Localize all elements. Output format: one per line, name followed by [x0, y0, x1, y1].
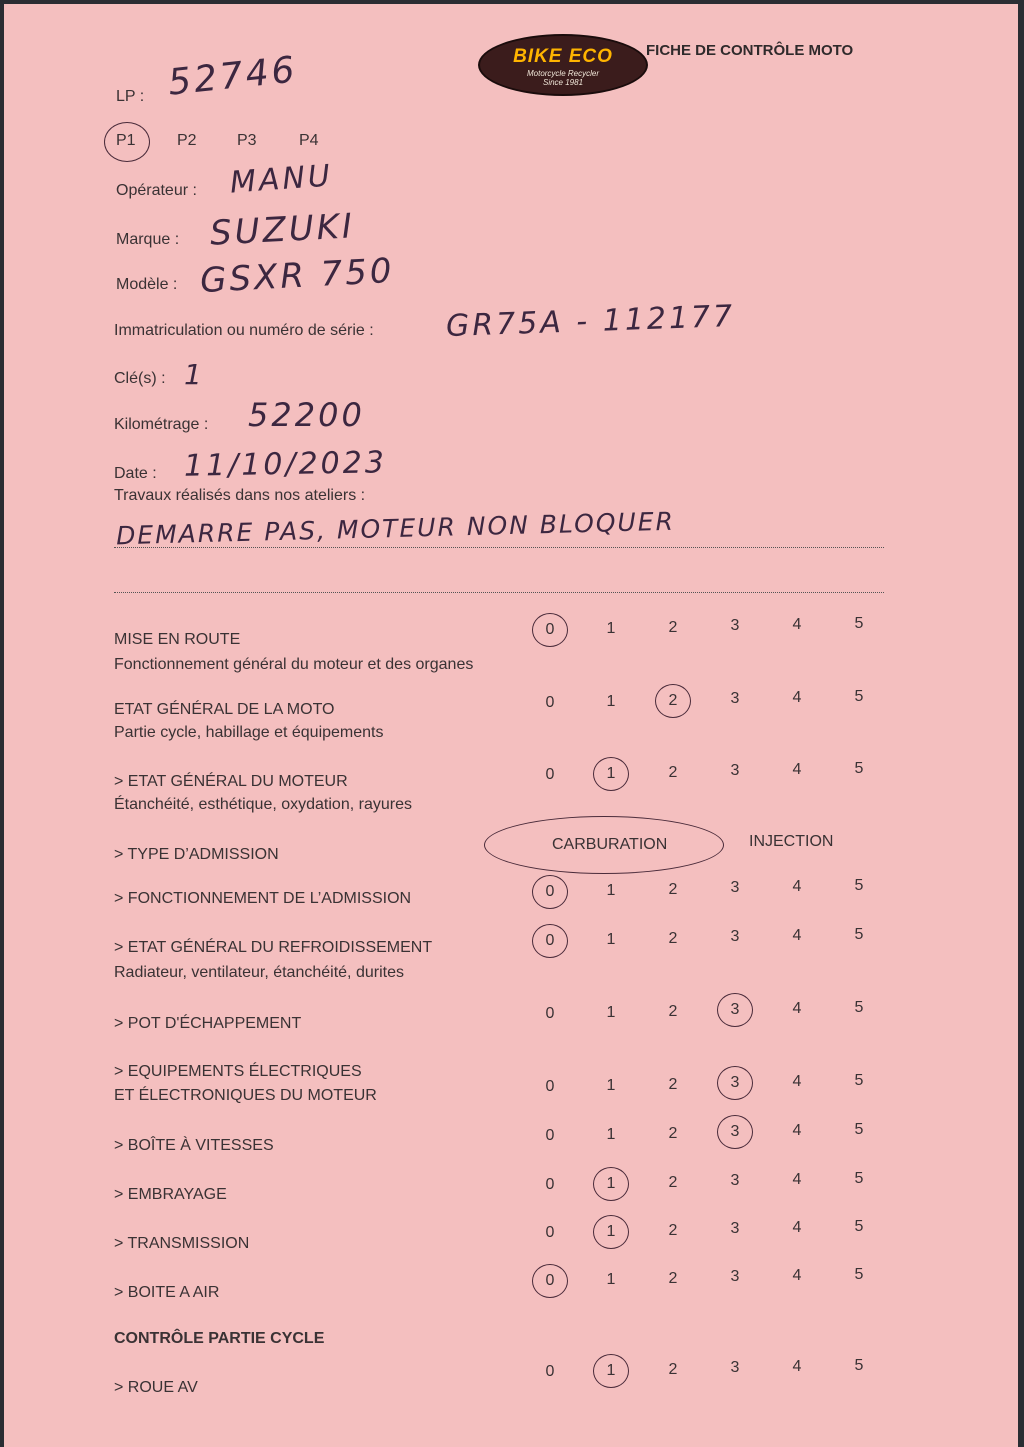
- score-option-3: 3: [730, 1268, 740, 1286]
- p1-circle-mark: [104, 122, 150, 162]
- score-option-1: 1: [606, 1361, 616, 1379]
- score-option-4: 4: [792, 1122, 802, 1140]
- score-option-1: 1: [606, 1076, 616, 1094]
- score-option-4: 4: [792, 616, 802, 634]
- score-option-1: 1: [606, 764, 616, 782]
- score-option-3: 3: [730, 690, 740, 708]
- rating-row-title: > TRANSMISSION: [114, 1235, 250, 1252]
- score-option-5: 5: [854, 1357, 864, 1374]
- work-label: Travaux réalisés dans nos ateliers :: [114, 487, 366, 504]
- score-option-2: 2: [668, 1221, 678, 1239]
- document-title: FICHE DE CONTRÔLE MOTO: [646, 42, 854, 59]
- score-option-0: 0: [545, 1127, 555, 1144]
- score-option-0: 0: [545, 1272, 555, 1289]
- rating-row-title: > ETAT GÉNÉRAL DU REFROIDISSEMENT: [114, 939, 433, 956]
- score-option-2: 2: [668, 1075, 678, 1093]
- selected-score-circle: [532, 924, 568, 958]
- logo-subtitle-line2: Since 1981: [542, 78, 584, 87]
- score-option-5: 5: [854, 760, 864, 777]
- score-option-3: 3: [730, 1123, 740, 1141]
- score-option-5: 5: [854, 1218, 864, 1235]
- p-option-3: P3: [237, 132, 257, 149]
- p-option-4: P4: [299, 132, 319, 149]
- score-option-3: 3: [730, 1074, 740, 1092]
- score-option-1: 1: [606, 692, 616, 710]
- score-option-1: 1: [606, 881, 616, 899]
- score-option-1: 1: [606, 619, 616, 637]
- score-option-0: 0: [545, 1224, 555, 1241]
- bike-eco-logo: [478, 34, 648, 96]
- rating-row-subtitle: Étanchéité, esthétique, oxydation, rayures: [114, 796, 412, 813]
- score-option-4: 4: [792, 927, 802, 945]
- selected-score-circle: [593, 1354, 629, 1388]
- score-option-2: 2: [668, 763, 678, 781]
- score-option-1: 1: [606, 1174, 616, 1192]
- score-option-5: 5: [854, 1072, 864, 1089]
- selected-score-circle: [717, 993, 753, 1027]
- keys-value: 1: [184, 358, 205, 391]
- rating-row-title: > POT D'ÉCHAPPEMENT: [114, 1015, 302, 1032]
- score-option-4: 4: [792, 1171, 802, 1189]
- rating-row-title: MISE EN ROUTE: [114, 631, 241, 648]
- score-option-4: 4: [792, 878, 802, 896]
- score-option-4: 4: [792, 1000, 802, 1018]
- rating-row-title: > EMBRAYAGE: [114, 1186, 227, 1203]
- score-option-2: 2: [668, 1360, 678, 1378]
- lp-label: LP :: [116, 88, 145, 105]
- selected-score-circle: [532, 613, 568, 647]
- score-option-5: 5: [854, 1266, 864, 1283]
- score-option-3: 3: [730, 879, 740, 897]
- work-line-1: [114, 547, 884, 548]
- score-option-0: 0: [545, 883, 555, 900]
- score-option-3: 3: [730, 928, 740, 946]
- score-option-4: 4: [792, 1267, 802, 1285]
- inspection-sheet: [4, 4, 1018, 1447]
- selected-score-circle: [593, 1215, 629, 1249]
- score-option-5: 5: [854, 877, 864, 894]
- score-option-0: 0: [545, 621, 555, 638]
- score-option-2: 2: [668, 880, 678, 898]
- score-option-5: 5: [854, 1170, 864, 1187]
- score-option-2: 2: [668, 691, 678, 709]
- selected-score-circle: [717, 1066, 753, 1100]
- score-option-0: 0: [545, 1078, 555, 1095]
- score-option-5: 5: [854, 926, 864, 943]
- section-cycle-heading: CONTRÔLE PARTIE CYCLE: [114, 1330, 325, 1347]
- score-option-5: 5: [854, 688, 864, 705]
- rating-row-title: > ROUE AV: [114, 1379, 198, 1396]
- score-option-3: 3: [730, 1359, 740, 1377]
- admission-option-carburation: CARBURATION: [552, 836, 668, 853]
- score-option-0: 0: [545, 766, 555, 783]
- score-option-3: 3: [730, 1220, 740, 1238]
- work-value: DEMARRE PAS, MOTEUR NON BLOQUER: [115, 506, 676, 551]
- score-option-1: 1: [606, 1222, 616, 1240]
- score-option-4: 4: [792, 689, 802, 707]
- score-option-0: 0: [545, 932, 555, 949]
- rating-row-title: > FONCTIONNEMENT DE L’ADMISSION: [114, 890, 412, 907]
- selected-score-circle: [593, 757, 629, 791]
- score-option-1: 1: [606, 1125, 616, 1143]
- score-option-5: 5: [854, 999, 864, 1016]
- model-value: GSXR 750: [199, 250, 396, 302]
- operator-label: Opérateur :: [116, 182, 197, 199]
- score-option-2: 2: [668, 618, 678, 636]
- selected-score-circle: [717, 1115, 753, 1149]
- selected-score-circle: [532, 875, 568, 909]
- rating-row-subtitle: Radiateur, ventilateur, étanchéité, durites: [114, 964, 404, 981]
- lp-value: 52746: [166, 49, 300, 104]
- serial-value: GR75A - 112177: [445, 298, 736, 345]
- selected-score-circle: [655, 684, 691, 718]
- score-option-1: 1: [606, 1270, 616, 1288]
- rating-row-title: > BOITE A AIR: [114, 1284, 220, 1301]
- date-value: 11/10/2023: [183, 445, 388, 484]
- date-label: Date :: [114, 465, 157, 482]
- logo-subtitle-line1: Motorcycle Recycler: [526, 69, 599, 78]
- score-option-2: 2: [668, 1124, 678, 1142]
- rating-row-title: > ETAT GÉNÉRAL DU MOTEUR: [114, 773, 348, 790]
- score-option-5: 5: [854, 615, 864, 632]
- rating-row-title: ETAT GÉNÉRAL DE LA MOTO: [114, 701, 335, 718]
- score-option-1: 1: [606, 930, 616, 948]
- admission-type-label: > TYPE D’ADMISSION: [114, 846, 279, 863]
- mileage-label: Kilométrage :: [114, 416, 209, 433]
- score-option-3: 3: [730, 1001, 740, 1019]
- admission-option-injection: INJECTION: [749, 833, 834, 850]
- keys-label: Clé(s) :: [114, 370, 166, 387]
- score-option-3: 3: [730, 617, 740, 635]
- rating-row-subtitle: Fonctionnement général du moteur et des organes: [114, 656, 474, 673]
- score-option-4: 4: [792, 761, 802, 779]
- score-option-0: 0: [545, 694, 555, 711]
- rating-row-subtitle: ET ÉLECTRONIQUES DU MOTEUR: [114, 1087, 377, 1104]
- model-label: Modèle :: [116, 276, 178, 293]
- score-option-2: 2: [668, 1002, 678, 1020]
- score-option-1: 1: [606, 1003, 616, 1021]
- score-option-5: 5: [854, 1121, 864, 1138]
- serial-label: Immatriculation ou numéro de série :: [114, 322, 374, 339]
- score-option-0: 0: [545, 1176, 555, 1193]
- p-option-2: P2: [177, 132, 197, 149]
- score-option-4: 4: [792, 1219, 802, 1237]
- score-option-2: 2: [668, 1173, 678, 1191]
- rating-row-title: > BOÎTE À VITESSES: [114, 1137, 274, 1154]
- score-option-3: 3: [730, 762, 740, 780]
- score-option-2: 2: [668, 929, 678, 947]
- logo-text: BIKE ECO: [513, 46, 613, 67]
- score-option-4: 4: [792, 1358, 802, 1376]
- logo-subtitle: [480, 69, 646, 87]
- score-option-3: 3: [730, 1172, 740, 1190]
- p-option-1: P1: [116, 132, 136, 149]
- brand-value: SUZUKI: [209, 206, 356, 254]
- selected-score-circle: [532, 1264, 568, 1298]
- rating-row-subtitle: Partie cycle, habillage et équipements: [114, 724, 384, 741]
- selected-score-circle: [593, 1167, 629, 1201]
- brand-label: Marque :: [116, 231, 180, 248]
- operator-value: MANU: [228, 158, 334, 201]
- score-option-0: 0: [545, 1005, 555, 1022]
- rating-row-title: > EQUIPEMENTS ÉLECTRIQUES: [114, 1063, 362, 1080]
- mileage-value: 52200: [248, 396, 365, 434]
- work-line-2: [114, 592, 884, 593]
- score-option-2: 2: [668, 1269, 678, 1287]
- score-option-0: 0: [545, 1363, 555, 1380]
- score-option-4: 4: [792, 1073, 802, 1091]
